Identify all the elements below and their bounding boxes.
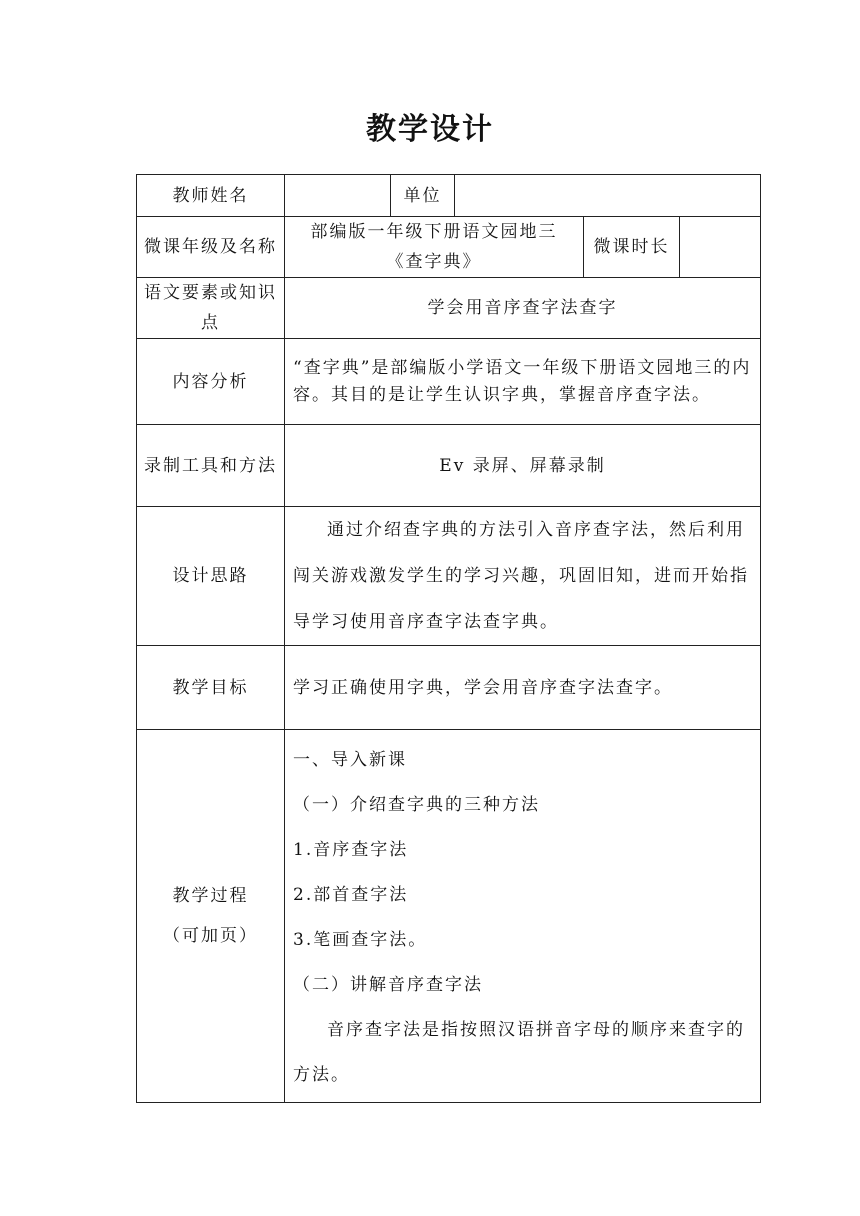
table-row-element	[137, 278, 761, 339]
process-label: 教学过程	[172, 886, 249, 906]
process-line: 2.部首查字法	[293, 885, 409, 905]
design-value: 通过介绍查字典的方法引入音序查字法，然后利用闯关游戏激发学生的学习兴趣，巩固旧知，进而开始指导学习使用音序查字法查字典。	[285, 507, 761, 646]
analysis-label: 内容分析	[137, 339, 285, 425]
course-name-label: 微课年级及名称	[137, 217, 285, 278]
element-value: 学会用音序查字法查字	[285, 278, 761, 339]
table-row-analysis	[137, 339, 761, 425]
element-label: 语文要素或知识点	[137, 278, 285, 339]
tools-value: Ev 录屏、屏幕录制	[285, 425, 761, 507]
teacher-name-label: 教师姓名	[137, 175, 285, 217]
process-line: 1.音序查字法	[293, 840, 409, 860]
table-row-design	[137, 507, 761, 646]
goal-value: 学习正确使用字典，学会用音序查字法查字。	[285, 646, 761, 730]
table-row-goal	[137, 646, 761, 730]
process-line: 3.笔画查字法。	[293, 930, 428, 950]
process-sublabel: （可加页）	[163, 926, 258, 946]
table-row-process	[137, 730, 761, 1103]
lesson-design-table	[136, 174, 761, 1103]
process-line: 一、导入新课	[293, 750, 407, 770]
design-label: 设计思路	[137, 507, 285, 646]
table-row-tools	[137, 425, 761, 507]
course-name-value: 部编版一年级下册语文园地三《查字典》	[285, 217, 584, 278]
analysis-value: “查字典”是部编版小学语文一年级下册语文园地三的内容。其目的是让学生认识字典，掌握音序查字法。	[285, 339, 761, 425]
process-paragraph: 音序查字法是指按照汉语拼音字母的顺序来查字的方法。	[293, 1020, 745, 1085]
duration-value	[680, 217, 761, 278]
table-row-course	[137, 217, 761, 278]
duration-label: 微课时长	[584, 217, 680, 278]
goal-label: 教学目标	[137, 646, 285, 730]
process-line: （一）介绍查字典的三种方法	[293, 795, 540, 815]
tools-label: 录制工具和方法	[137, 425, 285, 507]
table-row-teacher	[137, 175, 761, 217]
teacher-name-value	[285, 175, 391, 217]
process-label-cell	[137, 730, 285, 1103]
page-title: 教学设计	[366, 112, 494, 147]
unit-value	[455, 175, 761, 217]
process-line: （二）讲解音序查字法	[293, 975, 483, 995]
process-content	[285, 730, 761, 1103]
unit-label: 单位	[391, 175, 455, 217]
